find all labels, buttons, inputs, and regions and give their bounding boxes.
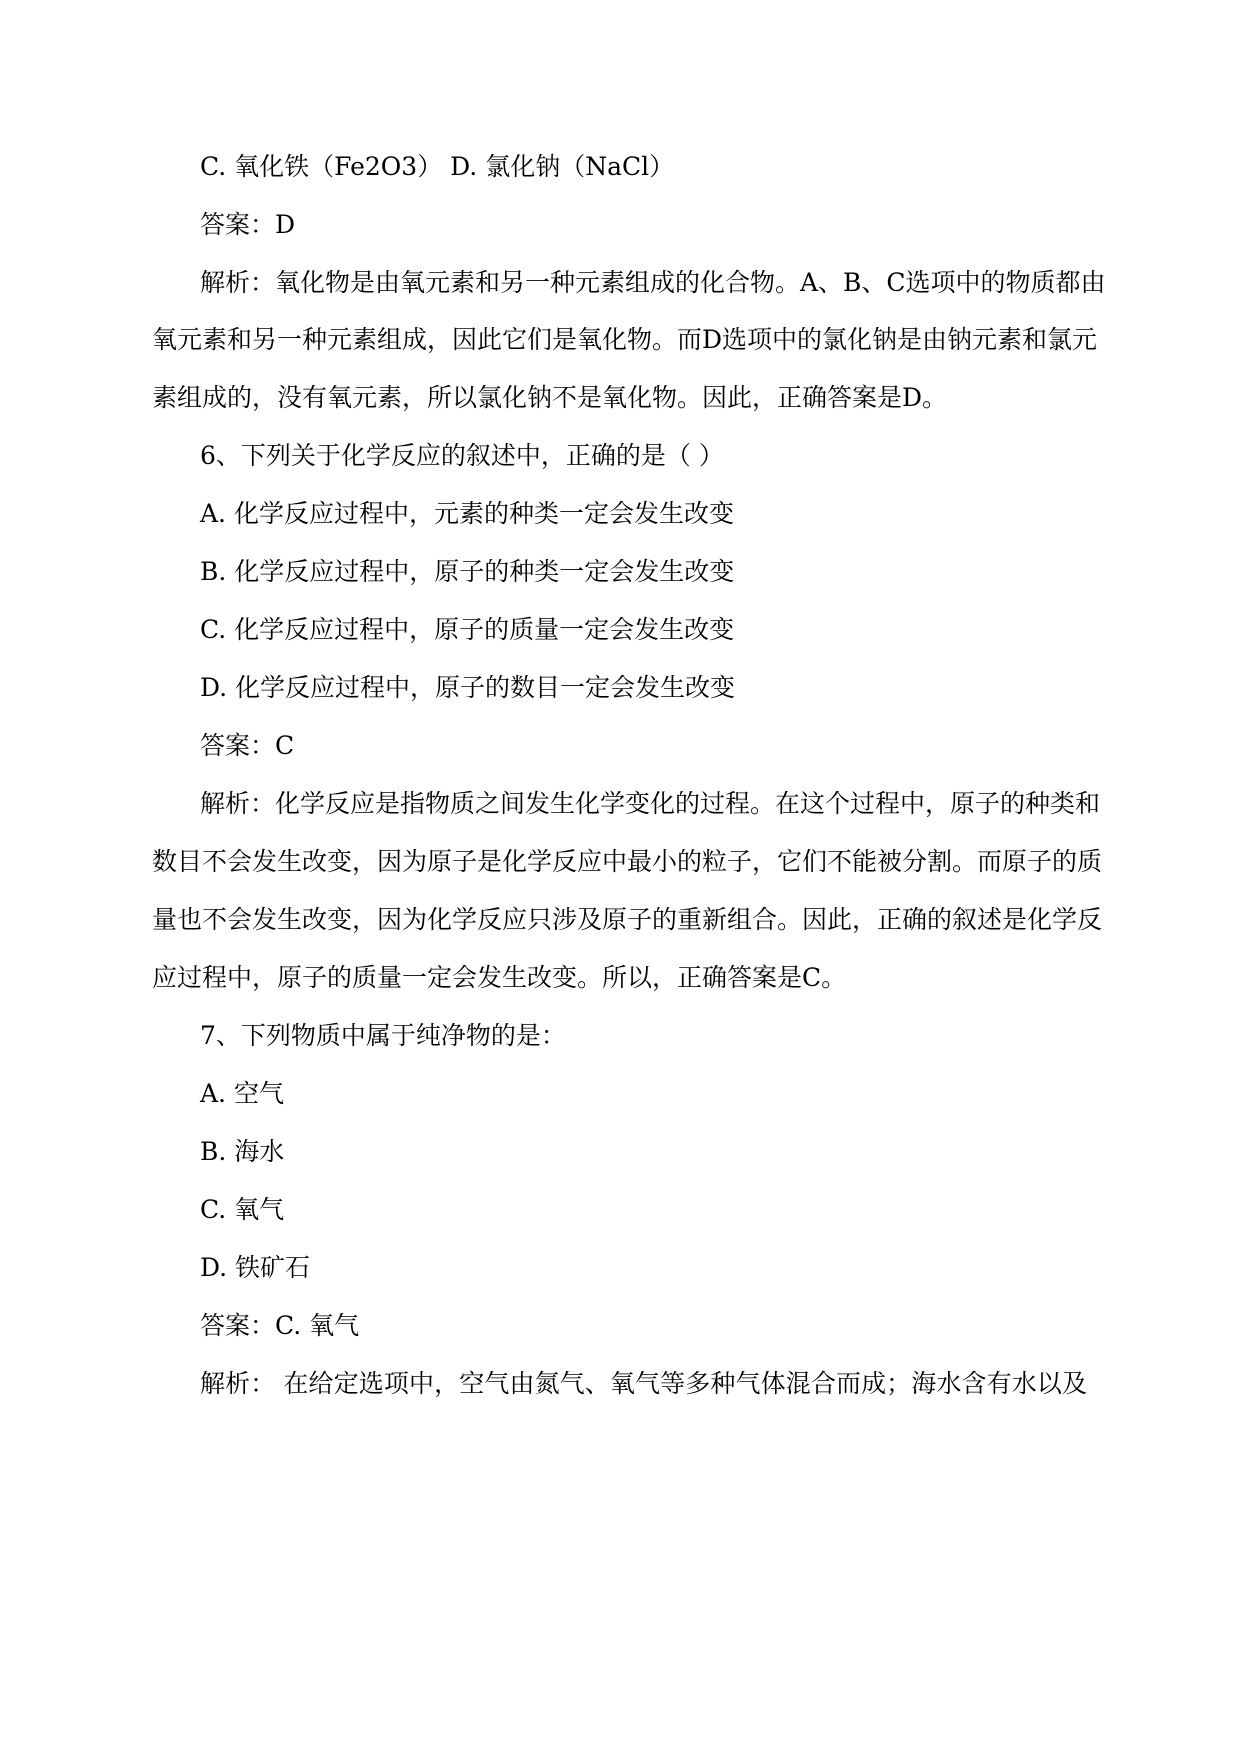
q6-answer: 答案：C [200,731,295,760]
q7-option-c: C. 氧气 [200,1195,285,1224]
q7-option-d: D. 铁矿石 [200,1253,311,1282]
q5-answer: 答案：D [200,210,296,239]
q6-question: 6、下列关于化学反应的叙述中，正确的是（ ） [200,441,724,470]
q6-option-a: A. 化学反应过程中，元素的种类一定会发生改变 [200,499,734,528]
q7-option-a: A. 空气 [200,1079,284,1108]
q6-option-b: B. 化学反应过程中，原子的种类一定会发生改变 [200,557,735,586]
q7-option-b: B. 海水 [200,1137,285,1166]
q7-explanation-line-1: 解析： 在给定选项中，空气由氮气、氧气等多种气体混合而成；海水含有水以及 [200,1369,1087,1398]
q7-question: 7、下列物质中属于纯净物的是： [200,1021,566,1050]
q6-explanation-line-2: 数目不会发生改变，因为原子是化学反应中最小的粒子，它们不能被分割。而原子的质 [152,847,1103,876]
q5-explanation-line-2: 氧元素和另一种元素组成，因此它们是氧化物。而D选项中的氯化钠是由钠元素和氯元 [152,325,1098,354]
q6-explanation-line-1: 解析：化学反应是指物质之间发生化学变化的过程。在这个过程中，原子的种类和 [200,789,1101,818]
q6-option-d: D. 化学反应过程中，原子的数目一定会发生改变 [200,673,736,702]
q5-explanation-line-3: 素组成的，没有氧元素，所以氯化钠不是氧化物。因此，正确答案是D。 [152,383,948,412]
q5-explanation-line-1: 解析：氧化物是由氧元素和另一种元素组成的化合物。A、B、C选项中的物质都由 [200,268,1106,297]
q6-explanation-line-4: 应过程中，原子的质量一定会发生改变。所以，正确答案是C。 [152,963,847,992]
q6-explanation-line-3: 量也不会发生改变，因为化学反应只涉及原子的重新组合。因此，正确的叙述是化学反 [152,905,1103,934]
q7-answer: 答案：C. 氧气 [200,1311,360,1340]
q6-option-c: C. 化学反应过程中，原子的质量一定会发生改变 [200,615,735,644]
q5-options-cd: C. 氧化铁（Fe2O3） D. 氯化钠（NaCl） [200,152,675,181]
